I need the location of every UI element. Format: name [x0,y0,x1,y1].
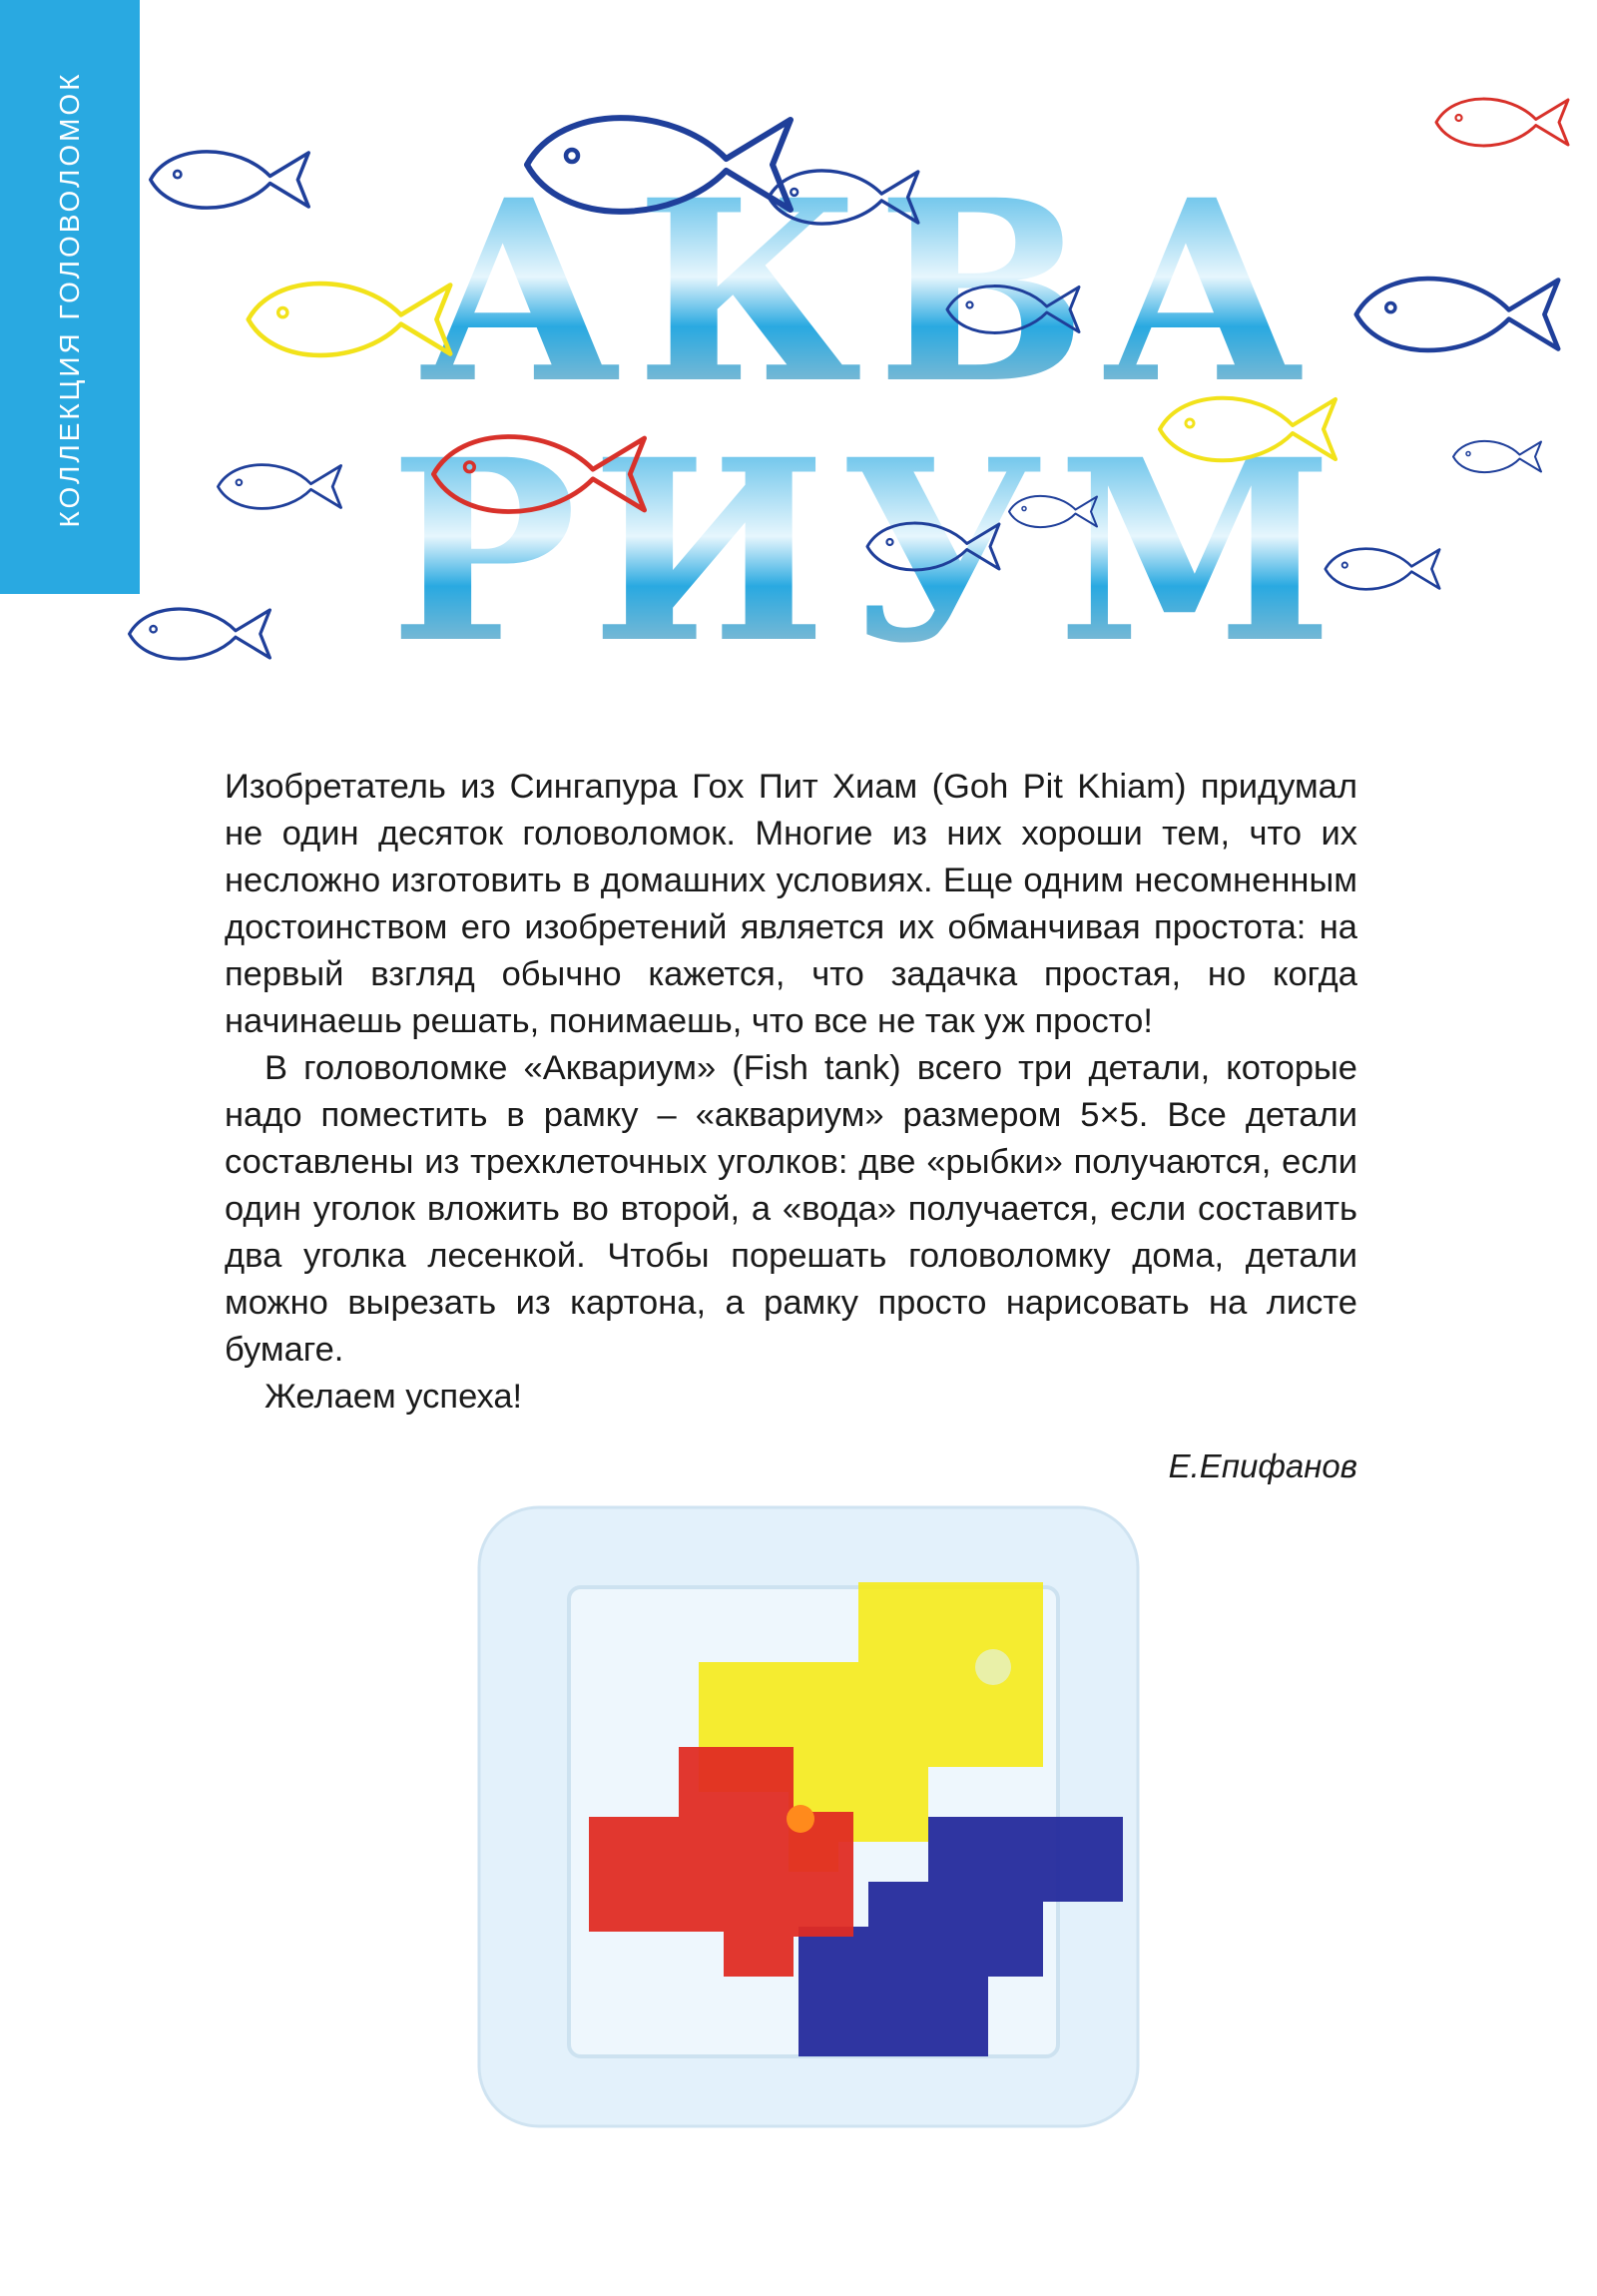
red-piece-hole [787,1805,814,1833]
article-paragraph-1: Изобретатель из Сингапура Гох Пит Хиам (Goh Pit Khiam) придумал не один десяток головоломок. Многие из них хороши тем, что их несложно изготовить в домашних условиях. Еще одним несомненным достоинством его изобретений является их обманчивая простота: на первый взгляд обычно кажется, что задачка простая, но когда начинаешь решать, понимаешь, что все не так уж просто! [225,768,1357,1040]
author-signature: Е.Епифанов [1168,1447,1357,1484]
title-line-1: АКВА [418,145,1319,438]
fish-icon [218,465,340,509]
article-paragraph-2: В головоломке «Аквариум» (Fish tank) всего три детали, которые надо поместить в рамку – «аквариум» размером 5×5. Все детали составлены из трехклеточных уголков: две «рыбки» получаются, если один уголок вложить во второй, а «вода» получается, если составить два уголка лесенкой. Чтобы порешать головоломку дома, детали можно вырезать из картона, а рамку просто нарисовать на листе бумаге. [225,1049,1357,1369]
article-paragraph-3: Желаем успеха! [265,1378,523,1416]
fish-icon [1356,279,1558,350]
side-tab-label: КОЛЛЕКЦИЯ ГОЛОВОЛОМОК [54,71,85,528]
article [225,764,1357,1421]
fish-icon [1453,441,1541,472]
yellow-piece-hole [975,1649,1011,1685]
fish-icon [130,609,270,659]
title-art [0,0,1597,699]
puzzle-photo [469,1497,1148,2136]
fish-icon [151,152,308,208]
fish-icon [1436,99,1568,146]
title-line-2: РИУМ [389,404,1347,698]
